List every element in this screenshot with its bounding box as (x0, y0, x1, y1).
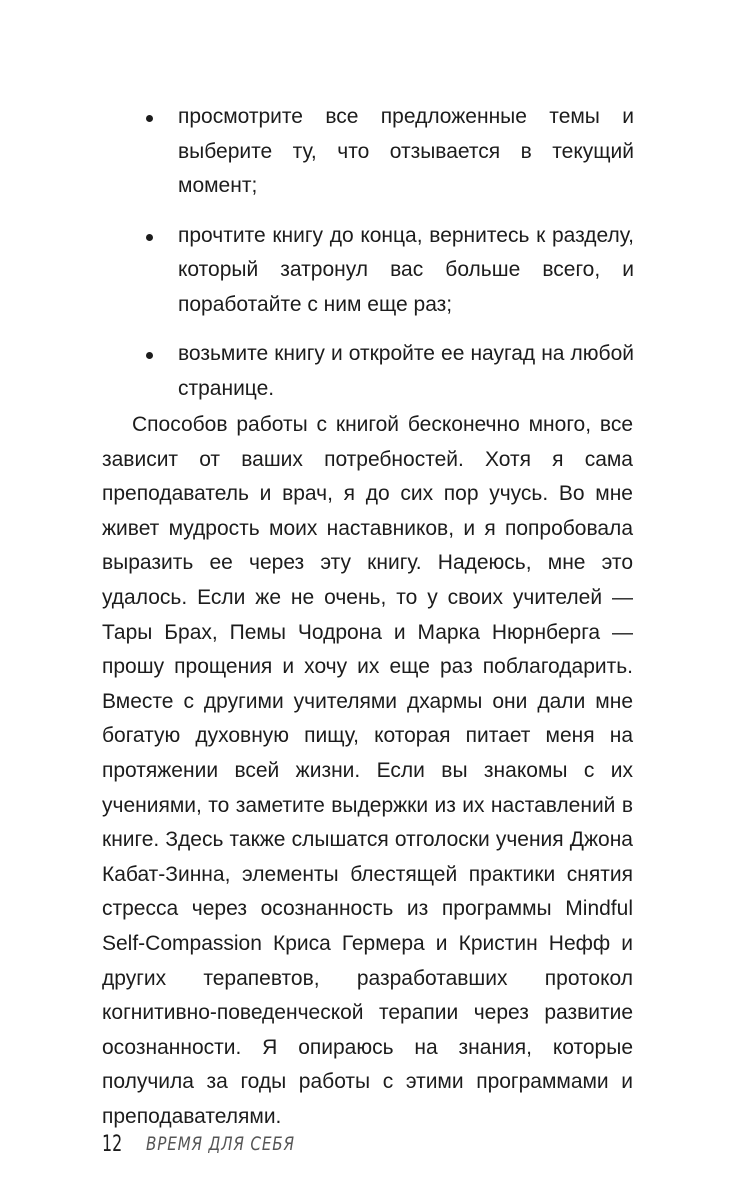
running-title: ВРЕМЯ ДЛЯ СЕБЯ (146, 1133, 295, 1155)
list-item-text: прочтите книгу до конца, вернитесь к разделу, который затронул вас больше всего, и поработайте с ним еще раз; (178, 223, 634, 316)
list-item-text: просмотрите все предложенные темы и выберите ту, что отзывается в текущий момент; (178, 105, 634, 197)
page-footer (102, 1124, 332, 1164)
bullet-list (142, 100, 634, 421)
body-paragraph: Способов работы с книгой бесконечно много, все зависит от ваших потребностей. Хотя я сама преподаватель и врач, я до сих пор учусь. Во мне живет мудрость моих наставников, и я попробовала выразить ее через эту книгу. Надеюсь, мне это удалось. Если же не очень, то у своих учителей — Тары Брах, Пемы Чодрона и Марка Нюрнберга — прошу прощения и хочу их еще раз поблагодарить. Вместе с другими учителями дхармы они дали мне богатую духовную пищу, которая питает меня на протяжении всей жизни. Если вы знакомы с их учениями, то заметите выдержки из их наставлений в книге. Здесь также слышатся отголоски учения Джона Кабат-Зинна, элементы блестящей практики снятия стресса через осознанность из программы Mindful Self-Compassion Криса Гермера и Кристин Нефф и других терапевтов, разработавших протокол когнитивно-поведенческой терапии через развитие осознанности. Я опираюсь на знания, которые получила за годы работы с этими программами и преподавателями. (102, 413, 633, 1128)
page-number: 12 (102, 1131, 123, 1157)
bullet-icon (146, 115, 153, 122)
list-item (142, 219, 634, 323)
list-item-text: возьмите книгу и откройте ее наугад на любой странице. (178, 342, 634, 400)
bullet-icon (146, 234, 153, 241)
list-item (142, 337, 634, 406)
list-item (142, 100, 634, 204)
bullet-icon (146, 352, 153, 359)
